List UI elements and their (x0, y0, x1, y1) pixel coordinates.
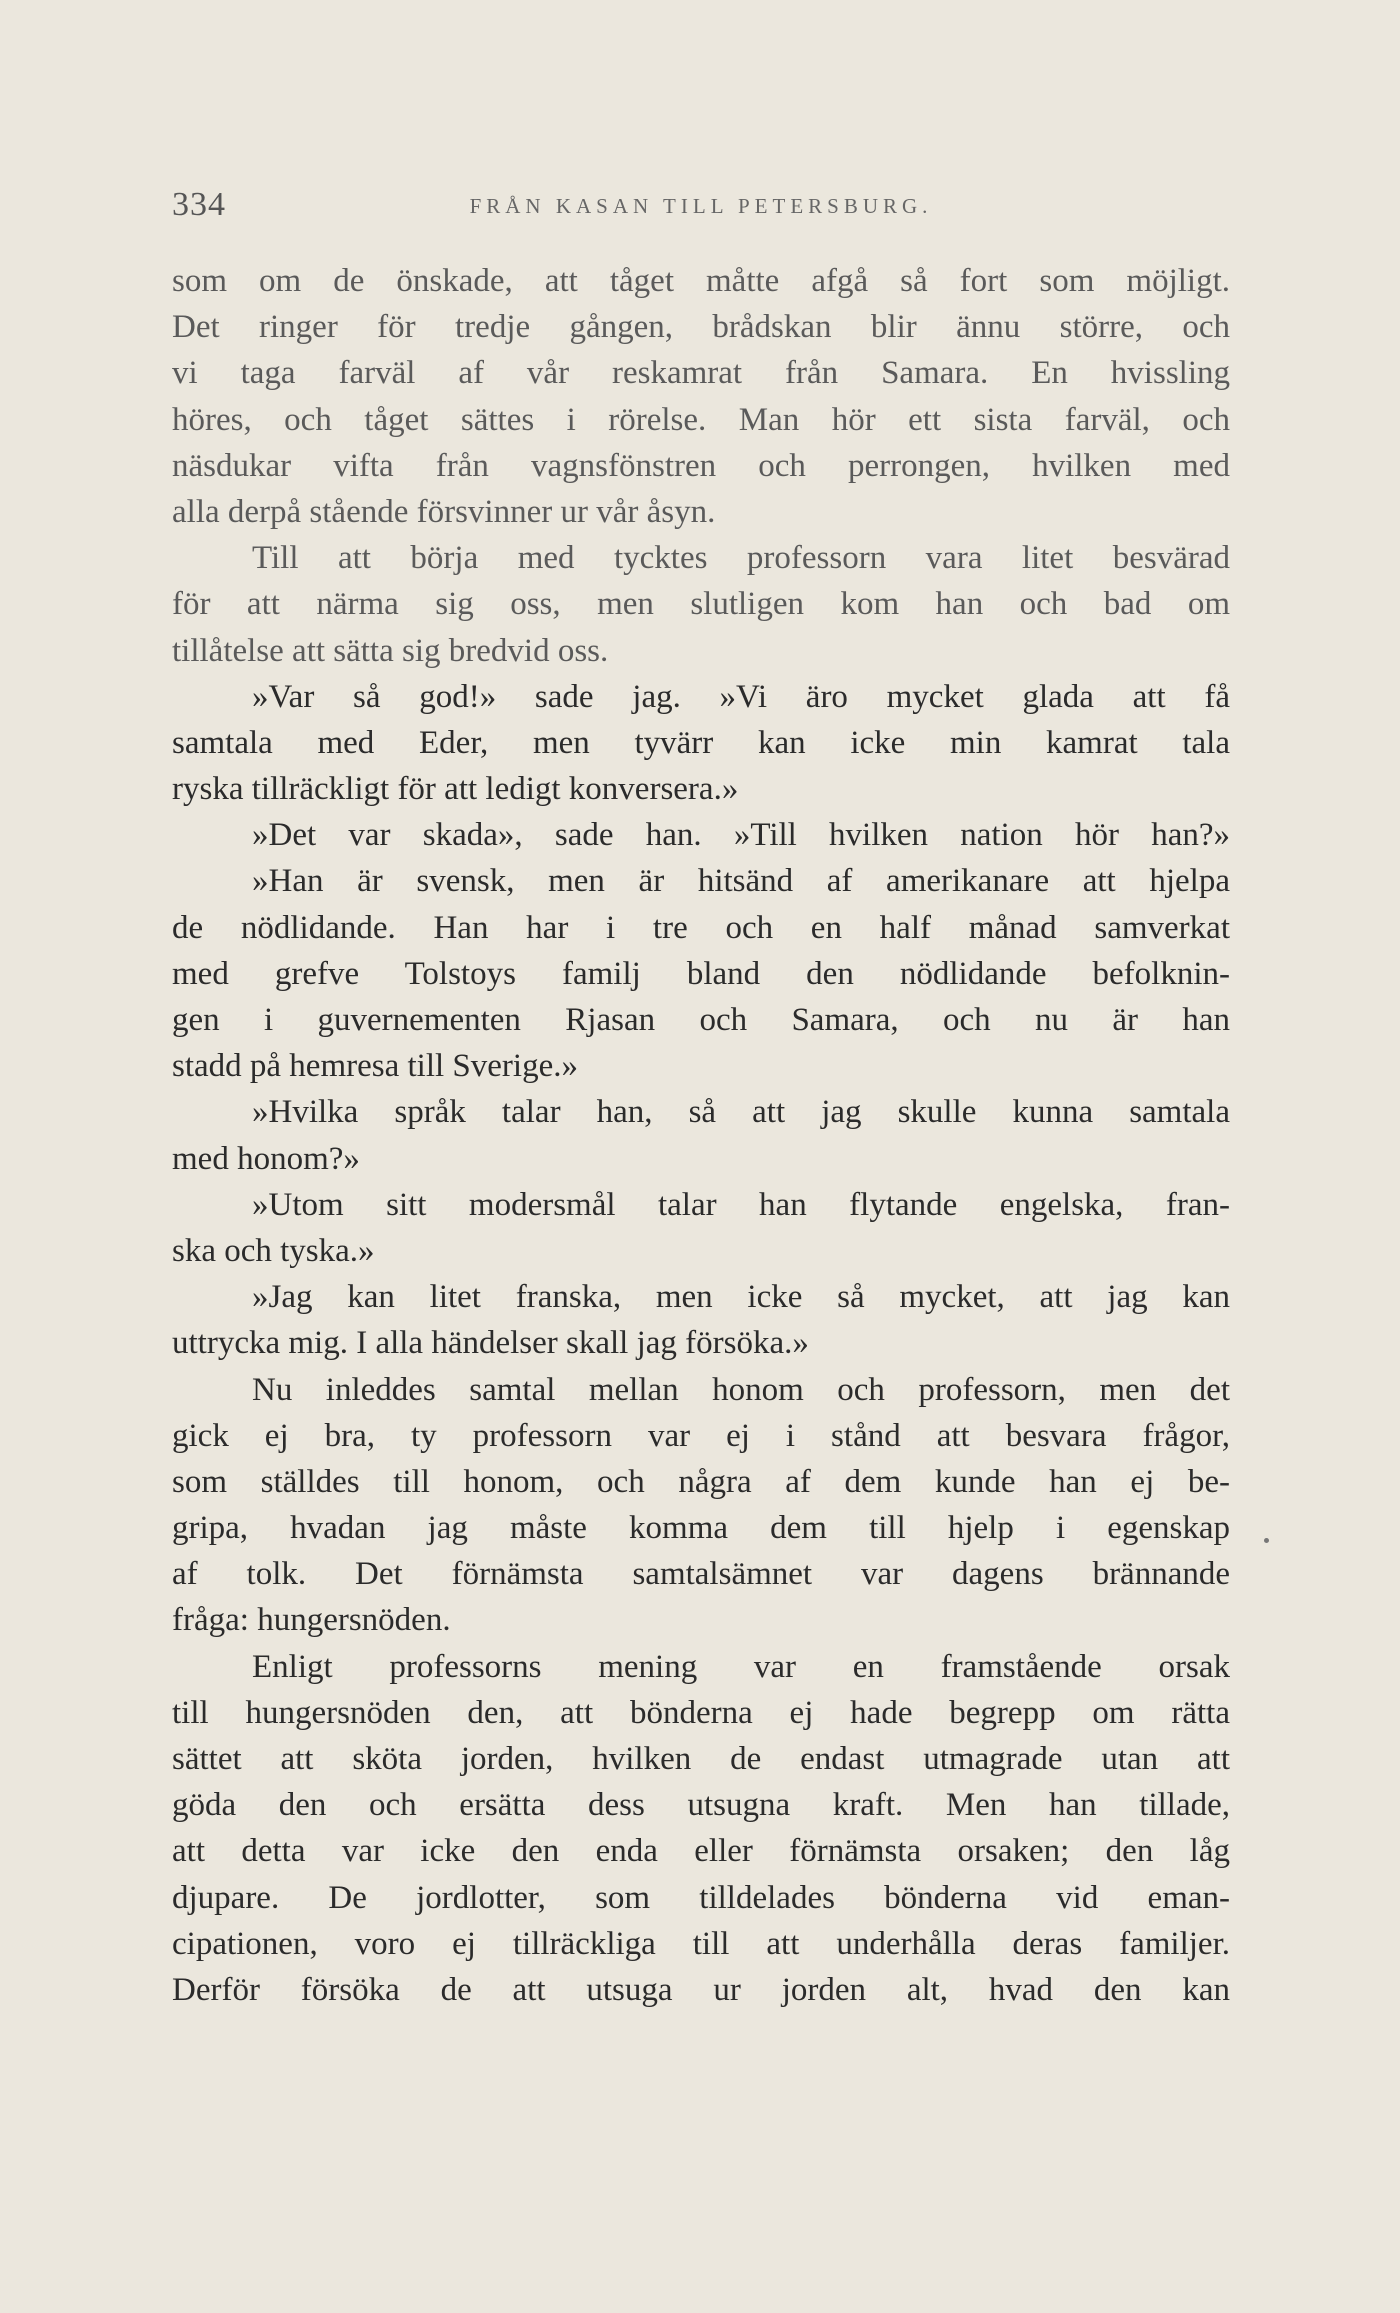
text-line: näsdukar vifta från vagnsfönstren och perrongen, hvilken med (172, 447, 1230, 484)
text-line: gick ej bra, ty professorn var ej i stånd att besvara frågor, (172, 1417, 1230, 1454)
text-line: cipationen, voro ej tillräckliga till att underhålla deras familjer. (172, 1925, 1230, 1962)
paragraph-start-line: »Hvilka språk talar han, så att jag skulle kunna samtala (252, 1094, 1230, 1131)
text-line: djupare. De jordlotter, som tilldelades bönderna vid eman- (172, 1879, 1230, 1916)
text-line: Det ringer för tredje gången, brådskan blir ännu större, och (172, 309, 1230, 346)
text-line: till hungersnöden den, att bönderna ej hade begrepp om rätta (172, 1694, 1230, 1731)
text-line: fråga: hungersnöden. (172, 1602, 451, 1639)
paragraph-start-line: »Jag kan litet franska, men icke så mycket, att jag kan (252, 1279, 1230, 1316)
paragraph-start-line: »Han är svensk, men är hitsänd af amerikanare att hjelpa (252, 863, 1230, 900)
paragraph-start-line: Enligt professorns mening var en framstående orsak (252, 1648, 1230, 1685)
text-line: med honom?» (172, 1140, 360, 1177)
page-number: 334 (172, 186, 226, 223)
text-line: göda den och ersätta dess utsugna kraft. Men han tillade, (172, 1787, 1230, 1824)
text-line: med grefve Tolstoys familj bland den nödlidande befolknin- (172, 955, 1230, 992)
text-line: alla derpå stående försvinner ur vår åsyn. (172, 493, 716, 530)
text-line: att detta var icke den enda eller förnämsta orsaken; den låg (172, 1833, 1230, 1870)
text-line: gripa, hvadan jag måste komma dem till hjelp i egenskap (172, 1510, 1230, 1547)
text-line: höres, och tåget sättes i rörelse. Man hör ett sista farväl, och (172, 401, 1230, 438)
paragraph-start-line: »Utom sitt modersmål talar han flytande engelska, fran- (252, 1186, 1230, 1223)
text-line: ryska tillräckligt för att ledigt konversera.» (172, 771, 739, 808)
text-line: uttrycka mig. I alla händelser skall jag försöka.» (172, 1325, 809, 1362)
text-line: samtala med Eder, men tyvärr kan icke min kamrat tala (172, 724, 1230, 761)
text-line: sättet att sköta jorden, hvilken de endast utmagrade utan att (172, 1741, 1230, 1777)
text-line: vi taga farväl af vår reskamrat från Samara. En hvissling (172, 355, 1230, 392)
text-line: som om de önskade, att tåget måtte afgå så fort som möjligt. (172, 263, 1230, 299)
text-line: som ställdes till honom, och några af dem kunde han ej be- (172, 1463, 1230, 1500)
ink-speck-mark (1264, 1538, 1269, 1543)
paragraph-start-line: Nu inleddes samtal mellan honom och professorn, men det (252, 1371, 1230, 1408)
text-line: gen i guvernementen Rjasan och Samara, och nu är han (172, 1002, 1230, 1038)
text-line: tillåtelse att sätta sig bredvid oss. (172, 632, 609, 669)
paragraph-start-line: Till att börja med tycktes professorn vara litet besvärad (252, 540, 1230, 577)
paragraph-start-line: »Var så god!» sade jag. »Vi äro mycket glada att få (252, 678, 1230, 715)
text-line: Derför försöka de att utsuga ur jorden alt, hvad den kan (172, 1971, 1230, 2008)
running-title: FRÅN KASAN TILL PETERSBURG. (469, 194, 933, 218)
text-line: för att närma sig oss, men slutligen kom han och bad om (172, 586, 1230, 623)
paragraph-start-line: »Det var skada», sade han. »Till hvilken nation hör han?» (252, 817, 1230, 854)
text-line: ska och tyska.» (172, 1232, 375, 1269)
body-text (172, 258, 1230, 2013)
text-line: stadd på hemresa till Sverige.» (172, 1048, 578, 1085)
text-line: de nödlidande. Han har i tre och en half månad samverkat (172, 909, 1230, 946)
text-line: af tolk. Det förnämsta samtalsämnet var dagens brännande (172, 1556, 1230, 1593)
page-header (172, 186, 1230, 236)
